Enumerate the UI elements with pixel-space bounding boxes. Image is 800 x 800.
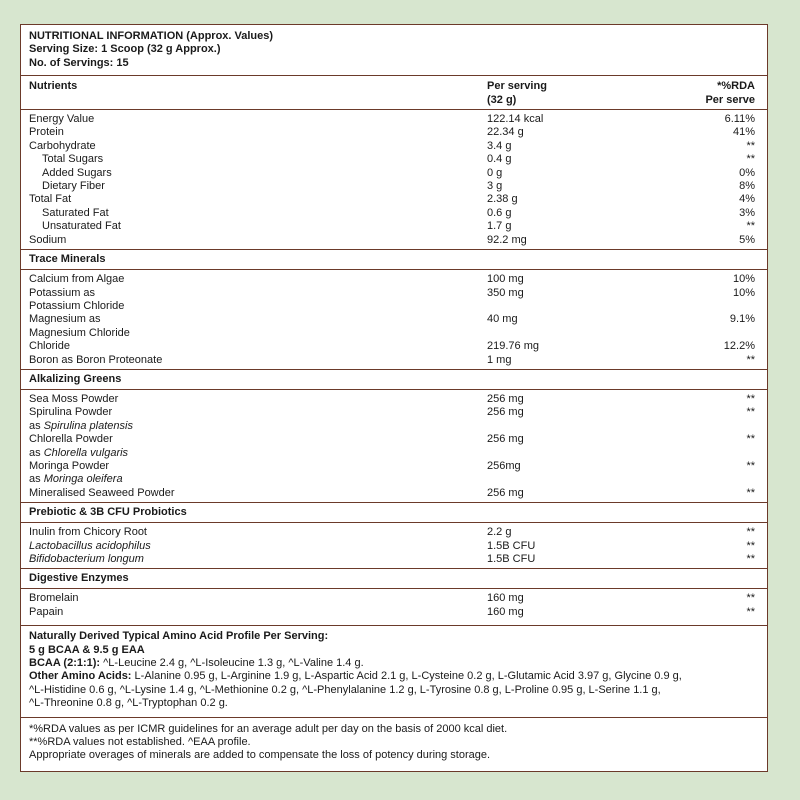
mineral-name-line1: Magnesium as — [29, 313, 101, 326]
mineral-rda: 12.2% — [723, 340, 755, 353]
green-value: 256 mg — [487, 392, 524, 405]
probiotic-value: 2.2 g — [487, 526, 512, 539]
enzymes-section — [21, 589, 767, 625]
table-row — [21, 273, 767, 286]
col-per-serving-line1: Per serving — [487, 80, 547, 93]
mineral-value: 100 mg — [487, 273, 524, 286]
other-amino-label: Other Amino Acids: — [29, 670, 132, 683]
bcaa-text: ^L-Leucine 2.4 g, ^L-Isoleucine 1.3 g, ^L-Valine 1.4 g. — [100, 657, 364, 670]
probiotics-title: Prebiotic & 3B CFU Probiotics — [29, 506, 187, 519]
enzyme-value: 160 mg — [487, 605, 524, 618]
col-rda-line2: Per serve — [705, 93, 755, 106]
other-amino-line-3: ^L-Threonine 0.8 g, ^L-Tryptophan 0.2 g. — [29, 697, 228, 710]
table-row — [21, 606, 767, 619]
nutrient-rda: ** — [746, 220, 755, 233]
table-row — [21, 433, 767, 460]
mineral-value: 350 mg — [487, 286, 524, 299]
col-rda — [637, 80, 755, 107]
table-row — [21, 207, 767, 220]
nutrient-value: 3.4 g — [487, 139, 512, 152]
green-source — [29, 473, 487, 486]
green-source — [29, 447, 487, 460]
green-rda: ** — [746, 433, 755, 446]
green-rda: ** — [746, 459, 755, 472]
serving-size: Serving Size: 1 Scoop (32 g Approx.) — [29, 43, 221, 56]
alkalizing-greens-title: Alkalizing Greens — [29, 372, 122, 385]
nutrient-name: Unsaturated Fat — [42, 220, 121, 233]
nutrient-rda: 4% — [739, 193, 755, 206]
green-name: Sea Moss Powder — [29, 392, 119, 405]
table-row — [21, 592, 767, 605]
mineral-value: 1 mg — [487, 353, 512, 366]
probiotic-name: Lactobacillus acidophilus — [29, 539, 151, 552]
col-nutrients: Nutrients — [29, 80, 78, 93]
table-header-row — [21, 76, 767, 107]
probiotic-rda: ** — [746, 526, 755, 539]
probiotic-value: 1.5B CFU — [487, 539, 536, 552]
table-row — [21, 220, 767, 233]
green-rda: ** — [746, 406, 755, 419]
table-row — [21, 540, 767, 553]
nutrient-value: 0.6 g — [487, 206, 512, 219]
panel-header — [21, 25, 767, 70]
green-value: 256 mg — [487, 486, 524, 499]
probiotic-rda: ** — [746, 553, 755, 565]
enzyme-rda: ** — [746, 605, 755, 618]
nutrient-rda: 41% — [732, 126, 755, 139]
mineral-rda: 10% — [732, 286, 755, 299]
panel-title: NUTRITIONAL INFORMATION (Approx. Values) — [29, 30, 274, 42]
mineral-rda: 9.1% — [729, 313, 755, 326]
nutrient-name: Carbohydrate — [29, 139, 96, 152]
nutrient-rda: ** — [746, 139, 755, 152]
green-latin-name: Chlorella vulgaris — [43, 446, 129, 459]
green-latin-name: Spirulina platensis — [43, 419, 133, 432]
other-amino-line — [29, 670, 759, 683]
nutrient-name: Saturated Fat — [42, 206, 109, 219]
alkalizing-greens-section — [21, 390, 767, 502]
table-row — [21, 287, 767, 314]
amino-acid-profile — [21, 626, 767, 716]
enzymes-title: Digestive Enzymes — [29, 572, 129, 585]
mineral-name — [21, 287, 487, 314]
trace-minerals-title: Trace Minerals — [29, 253, 106, 266]
mineral-name-line2: Magnesium Chloride — [29, 326, 130, 339]
nutrient-value: 1.7 g — [487, 220, 512, 233]
table-row — [21, 140, 767, 153]
mineral-name: Calcium from Algae — [29, 273, 125, 286]
table-row — [21, 487, 767, 500]
table-row — [21, 126, 767, 139]
mineral-rda: ** — [746, 353, 755, 366]
table-row — [21, 553, 767, 566]
mineral-name-line2: Potassium Chloride — [29, 299, 125, 312]
green-source-prefix: as — [29, 446, 44, 459]
mineral-value: 219.76 mg — [487, 340, 539, 353]
probiotic-name: Bifidobacterium longum — [29, 553, 144, 565]
nutrient-value: 92.2 mg — [487, 233, 527, 246]
mineral-name: Boron as Boron Proteonate — [29, 353, 163, 366]
table-row — [21, 234, 767, 247]
enzyme-value: 160 mg — [487, 592, 524, 605]
nutrient-name: Protein — [29, 126, 64, 139]
footnotes — [21, 718, 767, 763]
nutrient-name: Energy Value — [29, 113, 95, 126]
nutrient-name: Sodium — [29, 233, 67, 246]
nutrient-value: 3 g — [487, 180, 503, 193]
mineral-name — [21, 313, 487, 340]
nutrition-panel — [20, 24, 768, 772]
servings-count: No. of Servings: 15 — [29, 56, 129, 69]
table-row — [21, 167, 767, 180]
nutrients-section — [21, 110, 767, 249]
green-name — [21, 406, 487, 433]
nutrient-name: Added Sugars — [42, 166, 112, 179]
nutrient-value: 122.14 kcal — [487, 113, 544, 126]
table-row — [21, 193, 767, 206]
green-source — [29, 420, 487, 433]
table-row — [21, 113, 767, 126]
col-per-serving — [487, 80, 637, 107]
nutrient-name: Total Sugars — [42, 153, 104, 166]
green-name — [21, 460, 487, 487]
green-name: Mineralised Seaweed Powder — [29, 486, 175, 499]
green-source-prefix: as — [29, 419, 44, 432]
table-row — [21, 406, 767, 433]
mineral-name-line1: Potassium as — [29, 286, 96, 299]
table-row — [21, 153, 767, 166]
nutrient-value: 22.34 g — [487, 126, 524, 139]
nutrient-rda: 5% — [739, 233, 755, 246]
nutrient-value: 2.38 g — [487, 193, 518, 206]
green-name — [21, 433, 487, 460]
footnote: **%RDA values not established. ^EAA profile. — [29, 736, 251, 749]
col-per-serving-line2: (32 g) — [487, 93, 517, 106]
green-name-line1: Moringa Powder — [29, 459, 110, 472]
enzyme-name: Papain — [29, 605, 64, 618]
nutrient-value: 0 g — [487, 166, 503, 179]
table-row — [21, 393, 767, 406]
green-latin-name: Moringa oleifera — [43, 473, 123, 486]
table-row — [21, 180, 767, 193]
nutrient-rda: 6.11% — [724, 113, 755, 126]
enzyme-name: Bromelain — [29, 592, 79, 605]
nutrient-rda: ** — [746, 153, 755, 166]
table-row — [21, 354, 767, 367]
other-amino-text: L-Alanine 0.95 g, L-Arginine 1.9 g, L-Aspartic Acid 2.1 g, L-Cysteine 0.2 g, L-Glutamic Acid 3.97 g, Glycine 0.9 g, — [131, 670, 682, 683]
mineral-value: 40 mg — [487, 313, 518, 326]
mineral-name: Chloride — [29, 340, 70, 353]
nutrient-name: Total Fat — [29, 193, 72, 206]
green-rda: ** — [746, 392, 755, 405]
nutrient-rda: 3% — [739, 206, 755, 219]
trace-minerals-section — [21, 270, 767, 369]
green-name-line1: Spirulina Powder — [29, 406, 113, 419]
bcaa-label: BCAA (2:1:1): — [29, 657, 101, 670]
green-source-prefix: as — [29, 473, 44, 486]
nutrient-rda: 0% — [739, 166, 755, 179]
table-row — [21, 460, 767, 487]
footnote: Appropriate overages of minerals are added to compensate the loss of potency during storage. — [29, 749, 491, 762]
green-value: 256 mg — [487, 433, 524, 446]
nutrient-value: 0.4 g — [487, 153, 512, 166]
enzyme-rda: ** — [746, 592, 755, 605]
col-rda-line1: *%RDA — [717, 80, 755, 93]
table-row — [21, 313, 767, 340]
table-row — [21, 526, 767, 539]
nutrient-name: Dietary Fiber — [42, 180, 105, 193]
amino-subtitle: 5 g BCAA & 9.5 g EAA — [29, 643, 145, 656]
nutrient-rda: 8% — [739, 180, 755, 193]
green-rda: ** — [746, 486, 755, 499]
mineral-rda: 10% — [732, 273, 755, 286]
probiotics-section — [21, 523, 767, 568]
probiotic-name: Inulin from Chicory Root — [29, 526, 147, 539]
green-name-line1: Chlorella Powder — [29, 433, 113, 446]
green-value: 256 mg — [487, 406, 524, 419]
table-row — [21, 340, 767, 353]
amino-title: Naturally Derived Typical Amino Acid Profile Per Serving: — [29, 630, 329, 643]
bcaa-line — [29, 657, 759, 670]
probiotic-value: 1.5B CFU — [487, 553, 536, 565]
green-value: 256mg — [487, 459, 521, 472]
probiotic-rda: ** — [746, 539, 755, 552]
footnote: *%RDA values as per ICMR guidelines for an average adult per day on the basis of 2000 kcal diet. — [29, 722, 508, 735]
other-amino-line-2: ^L-Histidine 0.6 g, ^L-Lysine 1.4 g, ^L-Methionine 0.2 g, ^L-Phenylalanine 1.2 g, L-Tyrosine 0.8 g, L-Proline 0.95 g, L-Serine 1.1 g, — [29, 683, 661, 696]
